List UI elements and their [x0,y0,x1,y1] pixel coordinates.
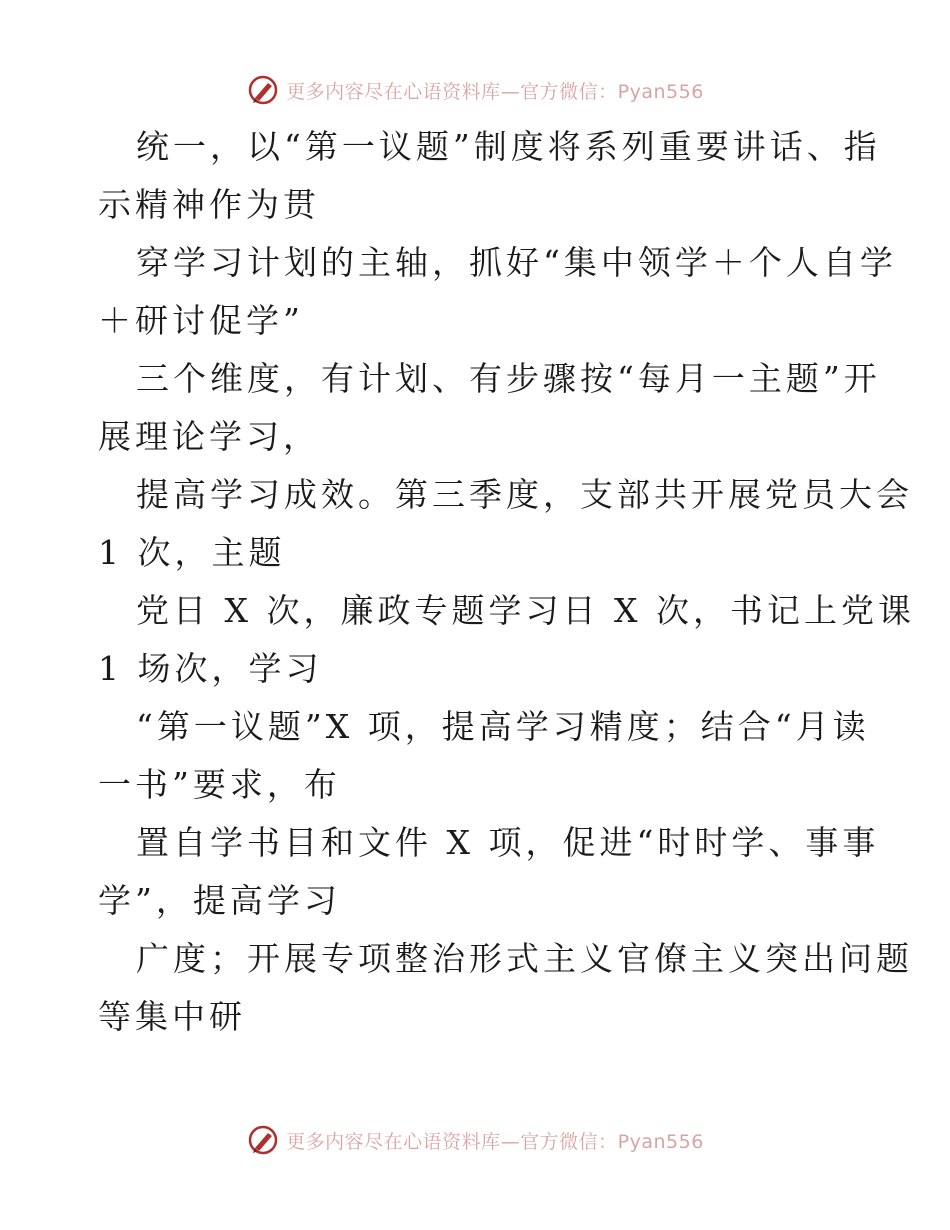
text-line: 广度；开展专项整治形式主义官僚主义突出问题 [136,939,913,978]
text-line: 示精神作为贯 [98,185,320,224]
text-line: 党日 X 次，廉政专题学习日 X 次，书记上党课 [136,591,915,630]
text-line: 穿学习计划的主轴，抓好“集中领学＋个人自学 [136,243,897,282]
text-line: 一书”要求，布 [98,765,341,804]
text-line: ＋研讨促学” [98,301,304,340]
text-line: 展理论学习， [98,417,320,456]
text-line: 等集中研 [98,997,246,1036]
text-line: 学”，提高学习 [98,881,341,920]
text-line: 1 场次，学习 [98,649,323,688]
text-line: 1 次，主题 [98,533,286,572]
text-line: 三个维度，有计划、有步骤按“每月一主题”开 [136,359,881,398]
pen-logo-icon [246,1123,280,1157]
document-body [98,118,915,1046]
pen-logo-icon [246,73,280,107]
footer-watermark [0,1120,950,1160]
watermark-text: 更多内容尽在心语资料库—官方微信：Pyan556 [286,1130,704,1153]
text-line: “第一议题”X 项，提高学习精度；结合“月读 [136,707,870,746]
text-line: 提高学习成效。第三季度，支部共开展党员大会 [136,475,913,514]
header-watermark [0,70,950,110]
text-line: 统一，以“第一议题”制度将系列重要讲话、指 [136,127,881,166]
watermark-text: 更多内容尽在心语资料库—官方微信：Pyan556 [286,80,704,103]
text-line: 置自学书目和文件 X 项，促进“时时学、事事 [136,823,880,862]
